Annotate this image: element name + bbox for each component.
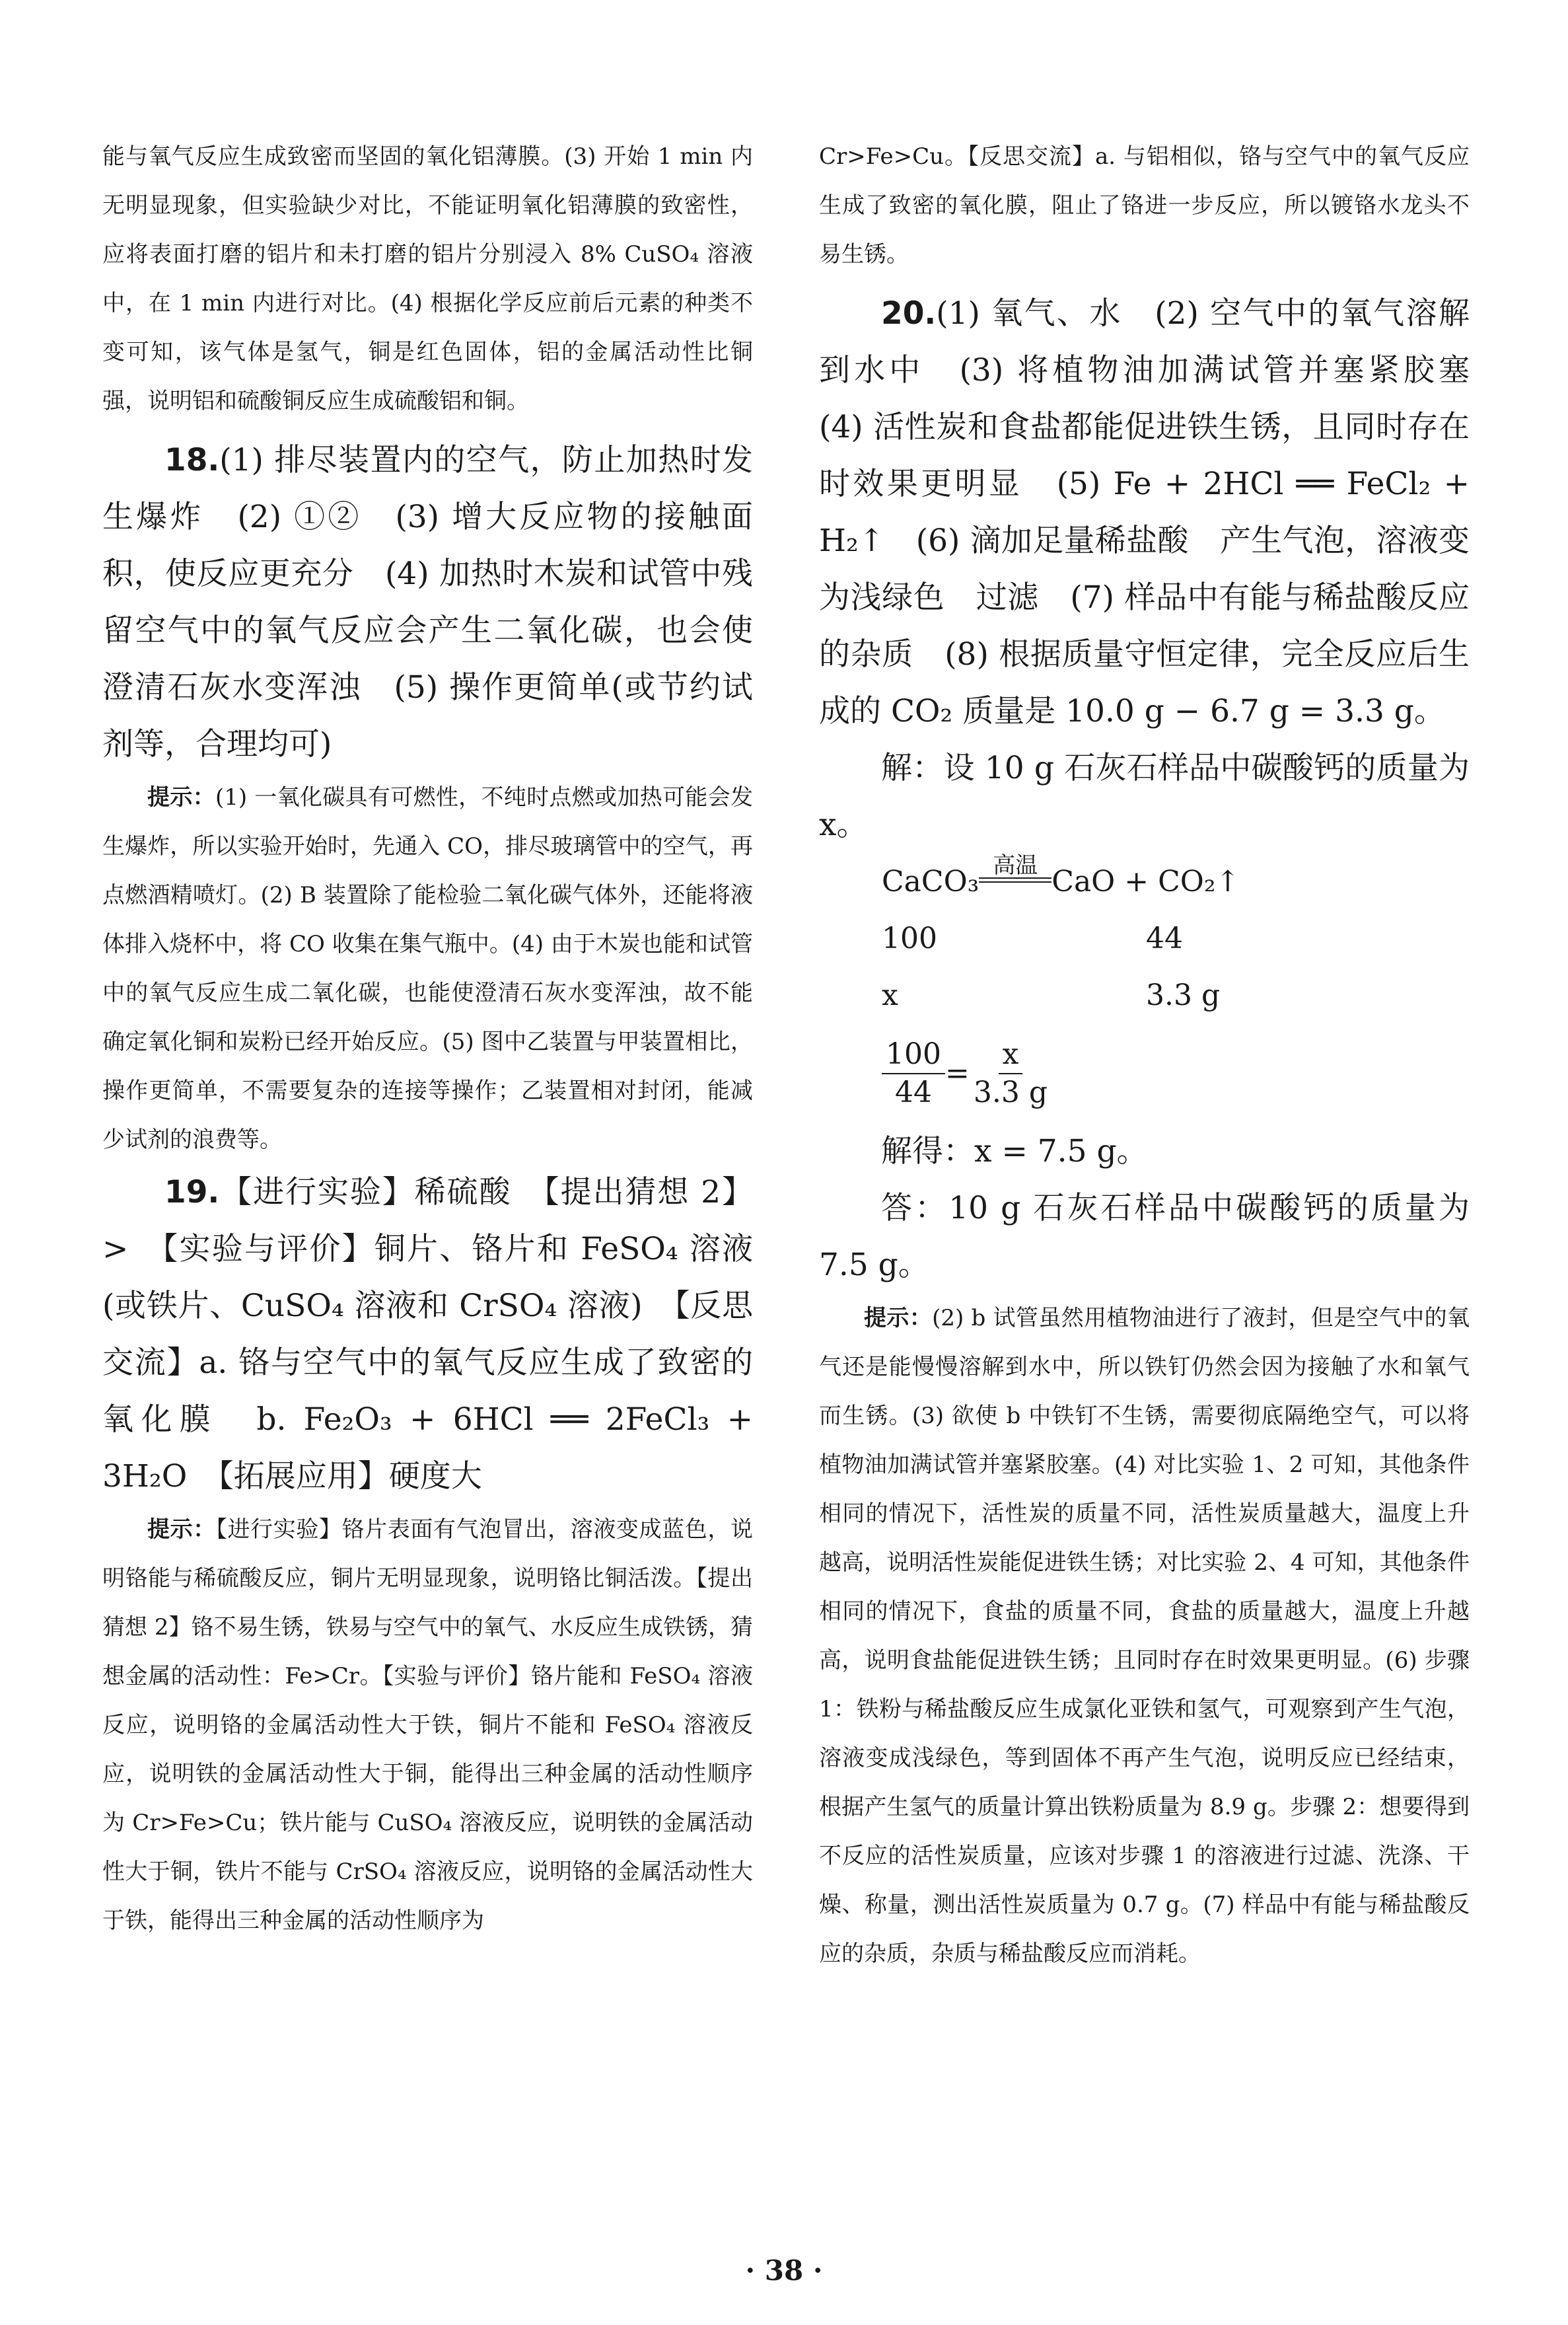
- question-18-answer: 18.(1) 排尽装置内的空气，防止加热时发生爆炸 (2) ①② (3) 增大反应物的接触面积，使反应更充分 (4) 加热时木炭和试管中残留空气中的氧气反应会产生二氧化碳，也会使澄清石灰水变浑浊 (5) 操作更简单(或节约试剂等，合理均可): [102, 442, 753, 762]
- equation-reactant: CaCO₃: [882, 865, 980, 899]
- hint-label: 提示：: [147, 784, 215, 811]
- question-18-hint: 提示：(1) 一氧化碳具有可燃性，不纯时点燃或加热可能会发生爆炸，所以实验开始时，先通入 CO，排尽玻璃管中的空气，再点燃酒精喷灯。(2) B 装置除了能检验二氧化碳气体外，还能将液体排入烧杯中，将 CO 收集在集气瓶中。(4) 由于木炭也能和试管中的氧气反应生成二氧化碳，也能使澄清石灰水变浑浊，故不能确定氧化铜和炭粉已经开始反应。(5) 图中乙装置与甲装置相比，操作更简单，不需要复杂的连接等操作；乙装置相对封闭，能减少试剂的浪费等。: [102, 784, 754, 1153]
- solution-result: 解得：x = 7.5 g。: [881, 1133, 1148, 1169]
- question-number: 20.: [881, 295, 937, 332]
- previous-hint-continuation: 能与氧气反应生成致密而坚固的氧化铝薄膜。(3) 开始 1 min 内无明显现象，但实验缺少对比，不能证明氧化铝薄膜的致密性，应将表面打磨的铝片和未打磨的铝片分别浸入 8% CuSO₄ 溶液中，在 1 min 内进行对比。(4) 根据化学反应前后元素的种类不变可知，该气体是氢气，铜是红色固体，铝的金属活动性比铜强，说明铝和硫酸铜反应生成硫酸铝和铜。: [102, 143, 753, 414]
- chemical-equation-block: [819, 854, 1470, 1123]
- question-19-hint: 提示：【进行实验】铬片表面有气泡冒出，溶液变成蓝色，说明铬能与稀硫酸反应，铜片无明显现象，说明铬比铜活泼。【提出猜想 2】铬不易生锈，铁易与空气中的氧气、水反应生成铁锈，猜想金属的活动性：Fe>Cr。【实验与评价】铬片能和 FeSO₄ 溶液反应，说明铬的金属活动性大于铁，铜片不能和 FeSO₄ 溶液反应，说明铁的金属活动性大于铜，能得出三种金属的活动性顺序为 Cr>Fe>Cu；铁片能与 CuSO₄ 溶液反应，说明铁的金属活动性大于铜，铁片不能与 CrSO₄ 溶液反应，说明铬的金属活动性大于铁，能得出三种金属的活动性顺序为: [102, 1516, 754, 1934]
- equation-products: CaO + CO₂↑: [1051, 865, 1240, 899]
- page-number: · 38 ·: [745, 2254, 823, 2287]
- relative-mass-row: 100 44: [882, 922, 1183, 955]
- proportion: $\frac{100}{44}$ = $\frac{x}{3.3 g}$: [882, 1024, 1470, 1123]
- hint-label: 提示：: [864, 1305, 933, 1331]
- right-column: [819, 132, 1501, 1978]
- final-answer: 答：10 g 石灰石样品中碳酸钙的质量为 7.5 g。: [819, 1190, 1470, 1283]
- question-number: 18.: [164, 442, 220, 478]
- question-number: 19.: [164, 1174, 220, 1210]
- chemical-equation: [882, 854, 1470, 910]
- question-19-answer: 19.【进行实验】稀硫酸 【提出猜想 2】> 【实验与评价】铜片、铬片和 FeSO₄ 溶液(或铁片、CuSO₄ 溶液和 CrSO₄ 溶液) 【反思交流】a. 铬与空气中的氧气反应生成了致密的氧化膜 b. Fe₂O₃ + 6HCl ══ 2FeCl₃ + 3H₂O 【拓展应用】硬度大: [102, 1174, 753, 1495]
- hint-label: 提示：: [147, 1516, 216, 1543]
- question-20-hint: 提示：(2) b 试管虽然用植物油进行了液封，但是空气中的氧气还是能慢慢溶解到水中，所以铁钉仍然会因为接触了水和氧气而生锈。(3) 欲使 b 中铁钉不生锈，需要彻底隔绝空气，可以将植物油加满试管并塞紧胶塞。(4) 对比实验 1、2 可知，其他条件相同的情况下，活性炭的质量不同，活性炭质量越大，温度上升越高，说明活性炭能促进铁生锈；对比实验 2、4 可知，其他条件相同的情况下，食盐的质量不同，食盐的质量越大，温度上升越高，说明食盐能促进铁生锈；且同时存在时效果更明显。(6) 步骤 1：铁粉与稀盐酸反应生成氯化亚铁和氢气，可观察到产生气泡，溶液变成浅绿色，等到固体不再产生气泡，说明反应已经结束，根据产生氢气的质量计算出铁粉质量为 8.9 g。步骤 2：想要得到不反应的活性炭质量，应该对步骤 1 的溶液进行过滤、洗涤、干燥、称量，测出活性炭质量为 0.7 g。(7) 样品中有能与稀盐酸反应的杂质，杂质与稀盐酸反应而消耗。: [819, 1305, 1470, 1967]
- equals-bar: [979, 877, 1051, 883]
- solution-intro: 解：设 10 g 石灰石样品中碳酸钙的质量为 x。: [819, 750, 1470, 843]
- fraction-right: $\frac{x}{3.3 g}$: [973, 1037, 1048, 1109]
- question-20-answer: 20.(1) 氧气、水 (2) 空气中的氧气溶解到水中 (3) 将植物油加满试管并塞紧胶塞 (4) 活性炭和食盐都能促进铁生锈，且同时存在时效果更明显 (5) Fe + 2HCl ══ FeCl₂ + H₂↑ (6) 滴加足量稀盐酸 产生气泡，溶液变为浅绿色 过滤 (7) 样品中有能与稀盐酸反应的杂质 (8) 根据质量守恒定律，完全反应后生成的 CO₂ 质量是 10.0 g − 6.7 g = 3.3 g。: [819, 295, 1501, 729]
- question-19-hint-continuation: Cr>Fe>Cu。【反思交流】a. 与铝相似，铬与空气中的氧气反应生成了致密的氧化膜，阻止了铬进一步反应，所以镀铬水龙头不易生锈。: [819, 143, 1470, 268]
- actual-mass-row: x 3.3 g: [882, 978, 1221, 1012]
- fraction-left: $\frac{100}{44}$: [882, 1036, 945, 1111]
- reaction-condition: 高温: [979, 854, 1051, 910]
- left-column: [102, 132, 753, 1945]
